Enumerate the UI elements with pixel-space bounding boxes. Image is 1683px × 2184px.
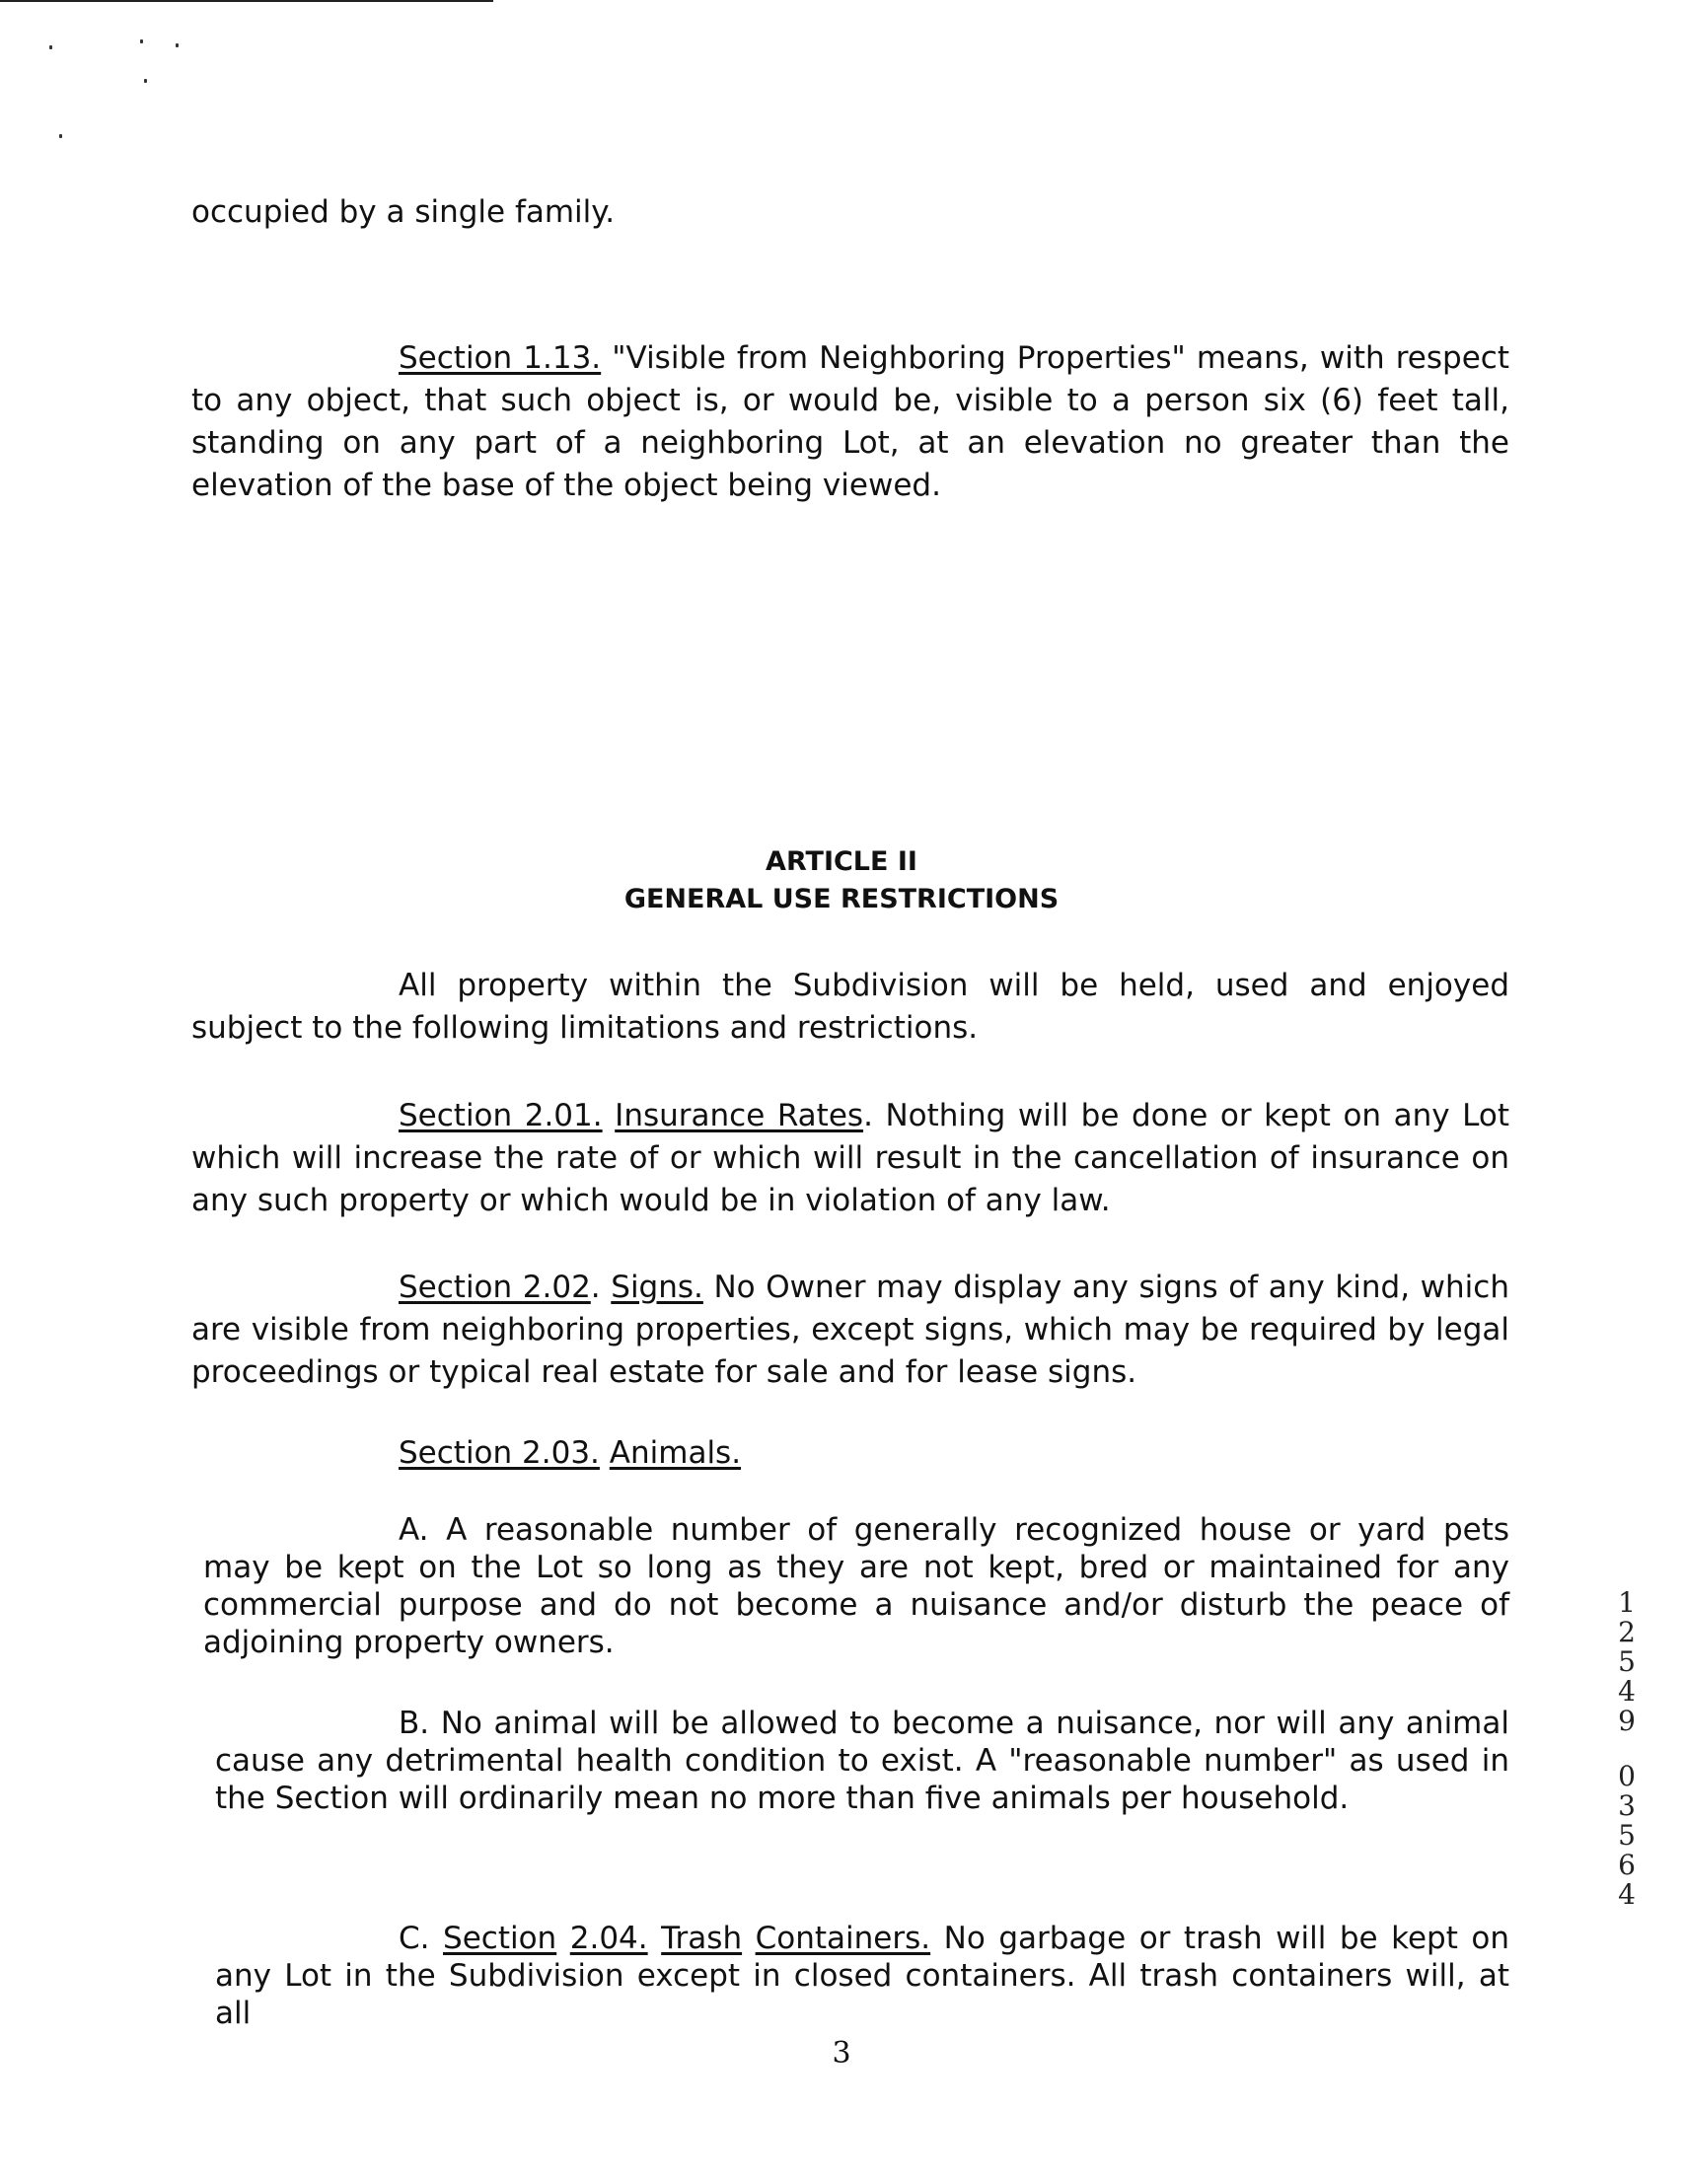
section-2-04-label-word: Section — [443, 1921, 557, 1956]
section-2-02-paragraph — [191, 1267, 1509, 1394]
article-number: ARTICLE II — [766, 846, 917, 877]
stamp-bottom-digits: 03564 — [1618, 1760, 1636, 1911]
section-2-03-heading — [399, 1432, 1484, 1475]
section-2-04-text: No garbage or trash will be kept on any Lot in the Subdivision except in closed containers. All trash containers will, at all — [215, 1921, 1510, 2031]
section-2-03-paragraph-a: A. A reasonable number of generally recognized house or yard pets may be kept on the Lot so long as they are not kept, bred or maintained for any commercial purpose and do not become a nuisance and/or disturb the peace of adjoining property owners. — [203, 1512, 1509, 1660]
scan-speck — [59, 134, 62, 138]
intro-paragraph: All property within the Subdivision will be held, used and enjoyed subject to the following limitations and restrictions. — [191, 968, 1509, 1046]
section-2-02-title: Signs. — [611, 1270, 703, 1305]
section-2-03-paragraph-b: B. No animal will be allowed to become a nuisance, nor will any animal cause any detrimental health condition to exist. A "reasonable number" as used in the Section will ordinarily mean no more than five animals per household. — [215, 1706, 1509, 1816]
section-1-13-paragraph — [191, 337, 1509, 507]
scan-speck — [144, 79, 147, 83]
section-2-01-text: . Nothing will be done or kept on any Lot which will increase the rate of or which will result in the cancellation of insurance on any such property or which would be in violation of any law. — [191, 1098, 1509, 1218]
section-2-01-title: Insurance Rates — [615, 1098, 864, 1133]
section-2-04-prefix: C. — [399, 1921, 444, 1956]
section-2-02-text: No Owner may display any signs of any kind, which are visible from neighboring properties, except signs, which may be required by legal proceedings or typical real estate for sale and for lease signs. — [191, 1270, 1509, 1390]
section-2-01-paragraph — [191, 1095, 1509, 1222]
section-2-04-paragraph — [215, 1920, 1509, 2032]
scan-edge-line — [0, 0, 493, 2]
page-number: 3 — [832, 2036, 851, 2071]
section-2-01-label: Section 2.01. — [399, 1098, 603, 1133]
scan-speck — [176, 43, 179, 47]
article-title: GENERAL USE RESTRICTIONS — [623, 884, 1060, 914]
section-2-04-title-word-1: Trash — [661, 1921, 743, 1956]
section-2-02-dot: . — [590, 1270, 601, 1305]
section-2-03-title: Animals. — [609, 1435, 742, 1471]
stamp-top-digits: 12549 — [1618, 1586, 1636, 1737]
section-1-13-text: "Visible from Neighboring Properties" means, with respect to any object, that such object is, or would be, visible to a person six (6) feet tall, standing on any part of a neighboring Lot, at an elevation no greater than the elevation of the base of the object being viewed. — [191, 340, 1509, 503]
section-2-04-label-number: 2.04. — [569, 1921, 648, 1956]
section-2-03-label: Section 2.03. — [399, 1435, 600, 1471]
section-1-13-label: Section 1.13. — [399, 340, 602, 376]
scan-speck — [49, 45, 52, 49]
scan-speck — [140, 39, 143, 43]
section-2-02-label: Section 2.02 — [399, 1270, 591, 1305]
section-2-04-title-word-2: Containers. — [755, 1921, 931, 1956]
recording-stamp — [1610, 1588, 1644, 1910]
continuation-line: occupied by a single family. — [191, 194, 616, 230]
